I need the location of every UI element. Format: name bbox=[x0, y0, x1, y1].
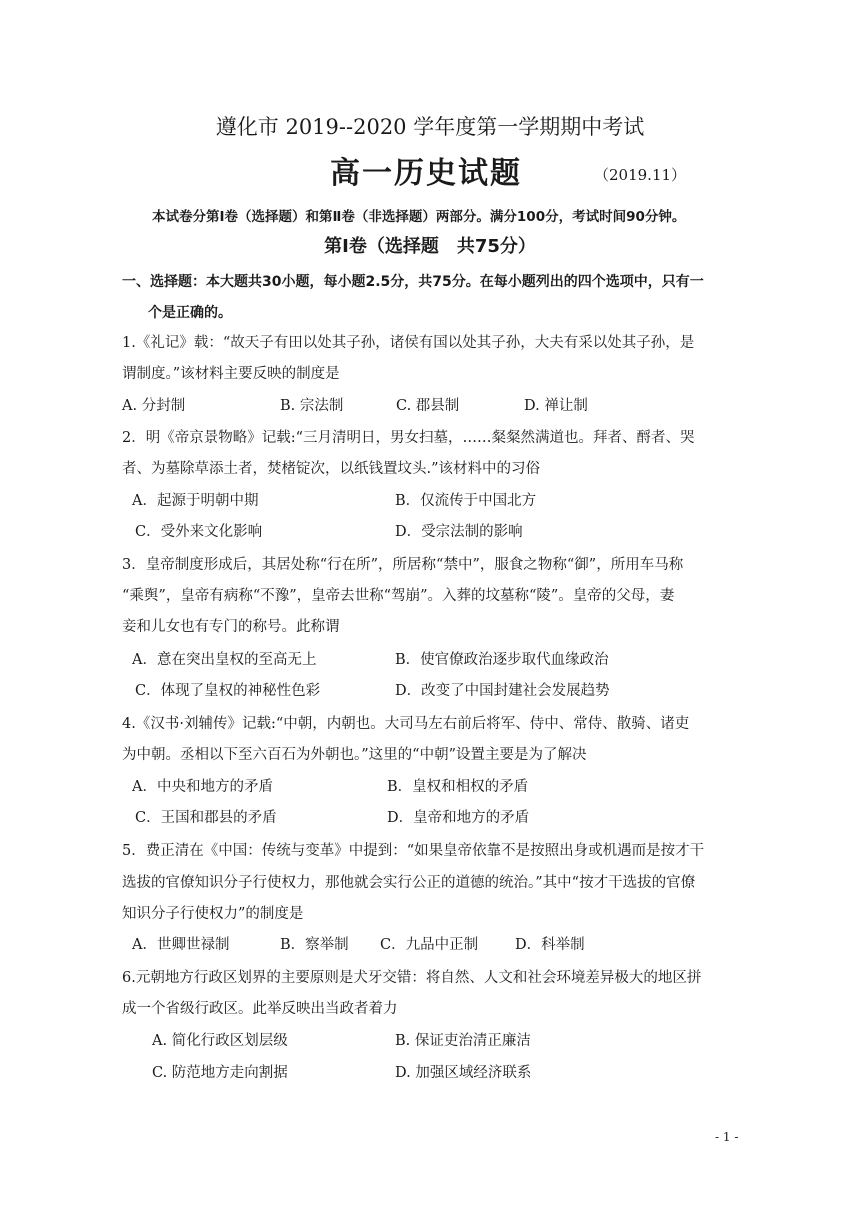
question-3-line-3: 妾和儿女也有专门的称号。此称谓 bbox=[122, 619, 340, 635]
question-1-option-b: B. 宗法制 bbox=[280, 398, 344, 414]
question-4-option-a: A．中央和地方的矛盾 bbox=[132, 779, 273, 795]
question-4-line-2: 为中朝。丞相以下至六百石为外朝也。”这里的“中朝”设置主要是为了解决 bbox=[122, 747, 587, 763]
question-6-option-a: A. 简化行政区划层级 bbox=[152, 1033, 288, 1049]
question-2-option-c: C．受外来文化影响 bbox=[135, 524, 263, 540]
question-4-line-1: 4.《汉书·刘辅传》记载:“中朝，内朝也。大司马左右前后将军、侍中、常侍、散骑、诸吏 bbox=[122, 716, 690, 732]
question-5-line-1: 5．费正清在《中国：传统与变革》中提到：“如果皇帝依靠不是按照出身或机遇而是按才干 bbox=[122, 843, 705, 859]
question-1-line-2: 谓制度。”该材料主要反映的制度是 bbox=[122, 366, 340, 382]
question-3-option-d: D．改变了中国封建社会发展趋势 bbox=[395, 683, 610, 699]
question-6-option-c: C. 防范地方走向割据 bbox=[152, 1065, 288, 1081]
question-4-option-d: D．皇帝和地方的矛盾 bbox=[387, 810, 530, 826]
question-2-line-1: 2．明《帝京景物略》记载:“三月清明日，男女扫墓，……粲粲然满道也。拜者、酹者、哭 bbox=[122, 430, 695, 446]
question-2-option-d: D．受宗法制的影响 bbox=[395, 524, 523, 540]
question-6-option-b: B. 保证吏治清正廉洁 bbox=[395, 1033, 531, 1049]
question-5-option-b: B．察举制 bbox=[280, 937, 349, 953]
question-6-option-d: D. 加强区域经济联系 bbox=[395, 1065, 532, 1081]
question-4-option-b: B．皇权和相权的矛盾 bbox=[387, 779, 529, 795]
section-heading: 第Ⅰ卷（选择题 共75分） bbox=[324, 236, 536, 257]
question-3-line-2: “乘舆”，皇帝有病称“不豫”，皇帝去世称“驾崩”。入葬的坟墓称“陵”。皇帝的父母，妻 bbox=[122, 588, 675, 604]
exam-note: 本试卷分第Ⅰ卷（选择题）和第Ⅱ卷（非选择题）两部分。满分100分，考试时间90分钟。 bbox=[152, 209, 686, 225]
question-3-line-1: 3．皇帝制度形成后，其居处称“行在所”，所居称“禁中”，服食之物称“御”，所用车马称 bbox=[122, 557, 684, 573]
question-1-option-c: C. 郡县制 bbox=[396, 398, 460, 414]
question-3-option-b: B．使官僚政治逐步取代血缘政治 bbox=[395, 652, 609, 668]
page-number: - 1 - bbox=[715, 1130, 739, 1144]
question-3-option-a: A．意在突出皇权的至高无上 bbox=[132, 652, 317, 668]
exam-date: （2019.11） bbox=[594, 166, 687, 184]
question-2-option-b: B．仅流传于中国北方 bbox=[395, 493, 537, 509]
question-1-line-1: 1.《礼记》载：“故天子有田以处其子孙，诸侯有国以处其子孙，大夫有采以处其子孙，是 bbox=[122, 335, 695, 351]
question-5-option-a: A．世卿世禄制 bbox=[132, 937, 230, 953]
question-5-option-d: D．科举制 bbox=[515, 937, 585, 953]
question-1-option-d: D. 禅让制 bbox=[524, 398, 588, 414]
question-6-line-2: 成一个省级行政区。此举反映出当政者着力 bbox=[122, 1001, 398, 1017]
question-5-line-3: 知识分子行使权力”的制度是 bbox=[122, 906, 304, 922]
question-5-option-c: C．九品中正制 bbox=[380, 937, 479, 953]
question-1-option-a: A. 分封制 bbox=[122, 398, 186, 414]
instructions-line-1: 一、选择题：本大题共30小题，每小题2.5分，共75分。在每小题列出的四个选项中，只有一 bbox=[122, 274, 704, 290]
question-6-line-1: 6.元朝地方行政区划界的主要原则是犬牙交错：将自然、人文和社会环境差异极大的地区拼 bbox=[122, 970, 702, 986]
question-4-option-c: C．王国和郡县的矛盾 bbox=[135, 810, 277, 826]
subject-title: 高一历史试题 bbox=[330, 156, 522, 191]
question-5-line-2: 选拔的官僚知识分子行使权力，那他就会实行公正的道德的统治。”其中“按才干选拔的官僚 bbox=[122, 875, 696, 891]
exam-title: 遵化市 2019--2020 学年度第一学期期中考试 bbox=[215, 115, 645, 139]
question-2-option-a: A．起源于明朝中期 bbox=[132, 493, 259, 509]
instructions-line-2: 个是正确的。 bbox=[148, 305, 232, 321]
question-3-option-c: C．体现了皇权的神秘性色彩 bbox=[135, 683, 321, 699]
question-2-line-2: 者、为墓除草添土者，焚楮锭次，以纸钱置坟头.”该材料中的习俗 bbox=[122, 461, 541, 477]
